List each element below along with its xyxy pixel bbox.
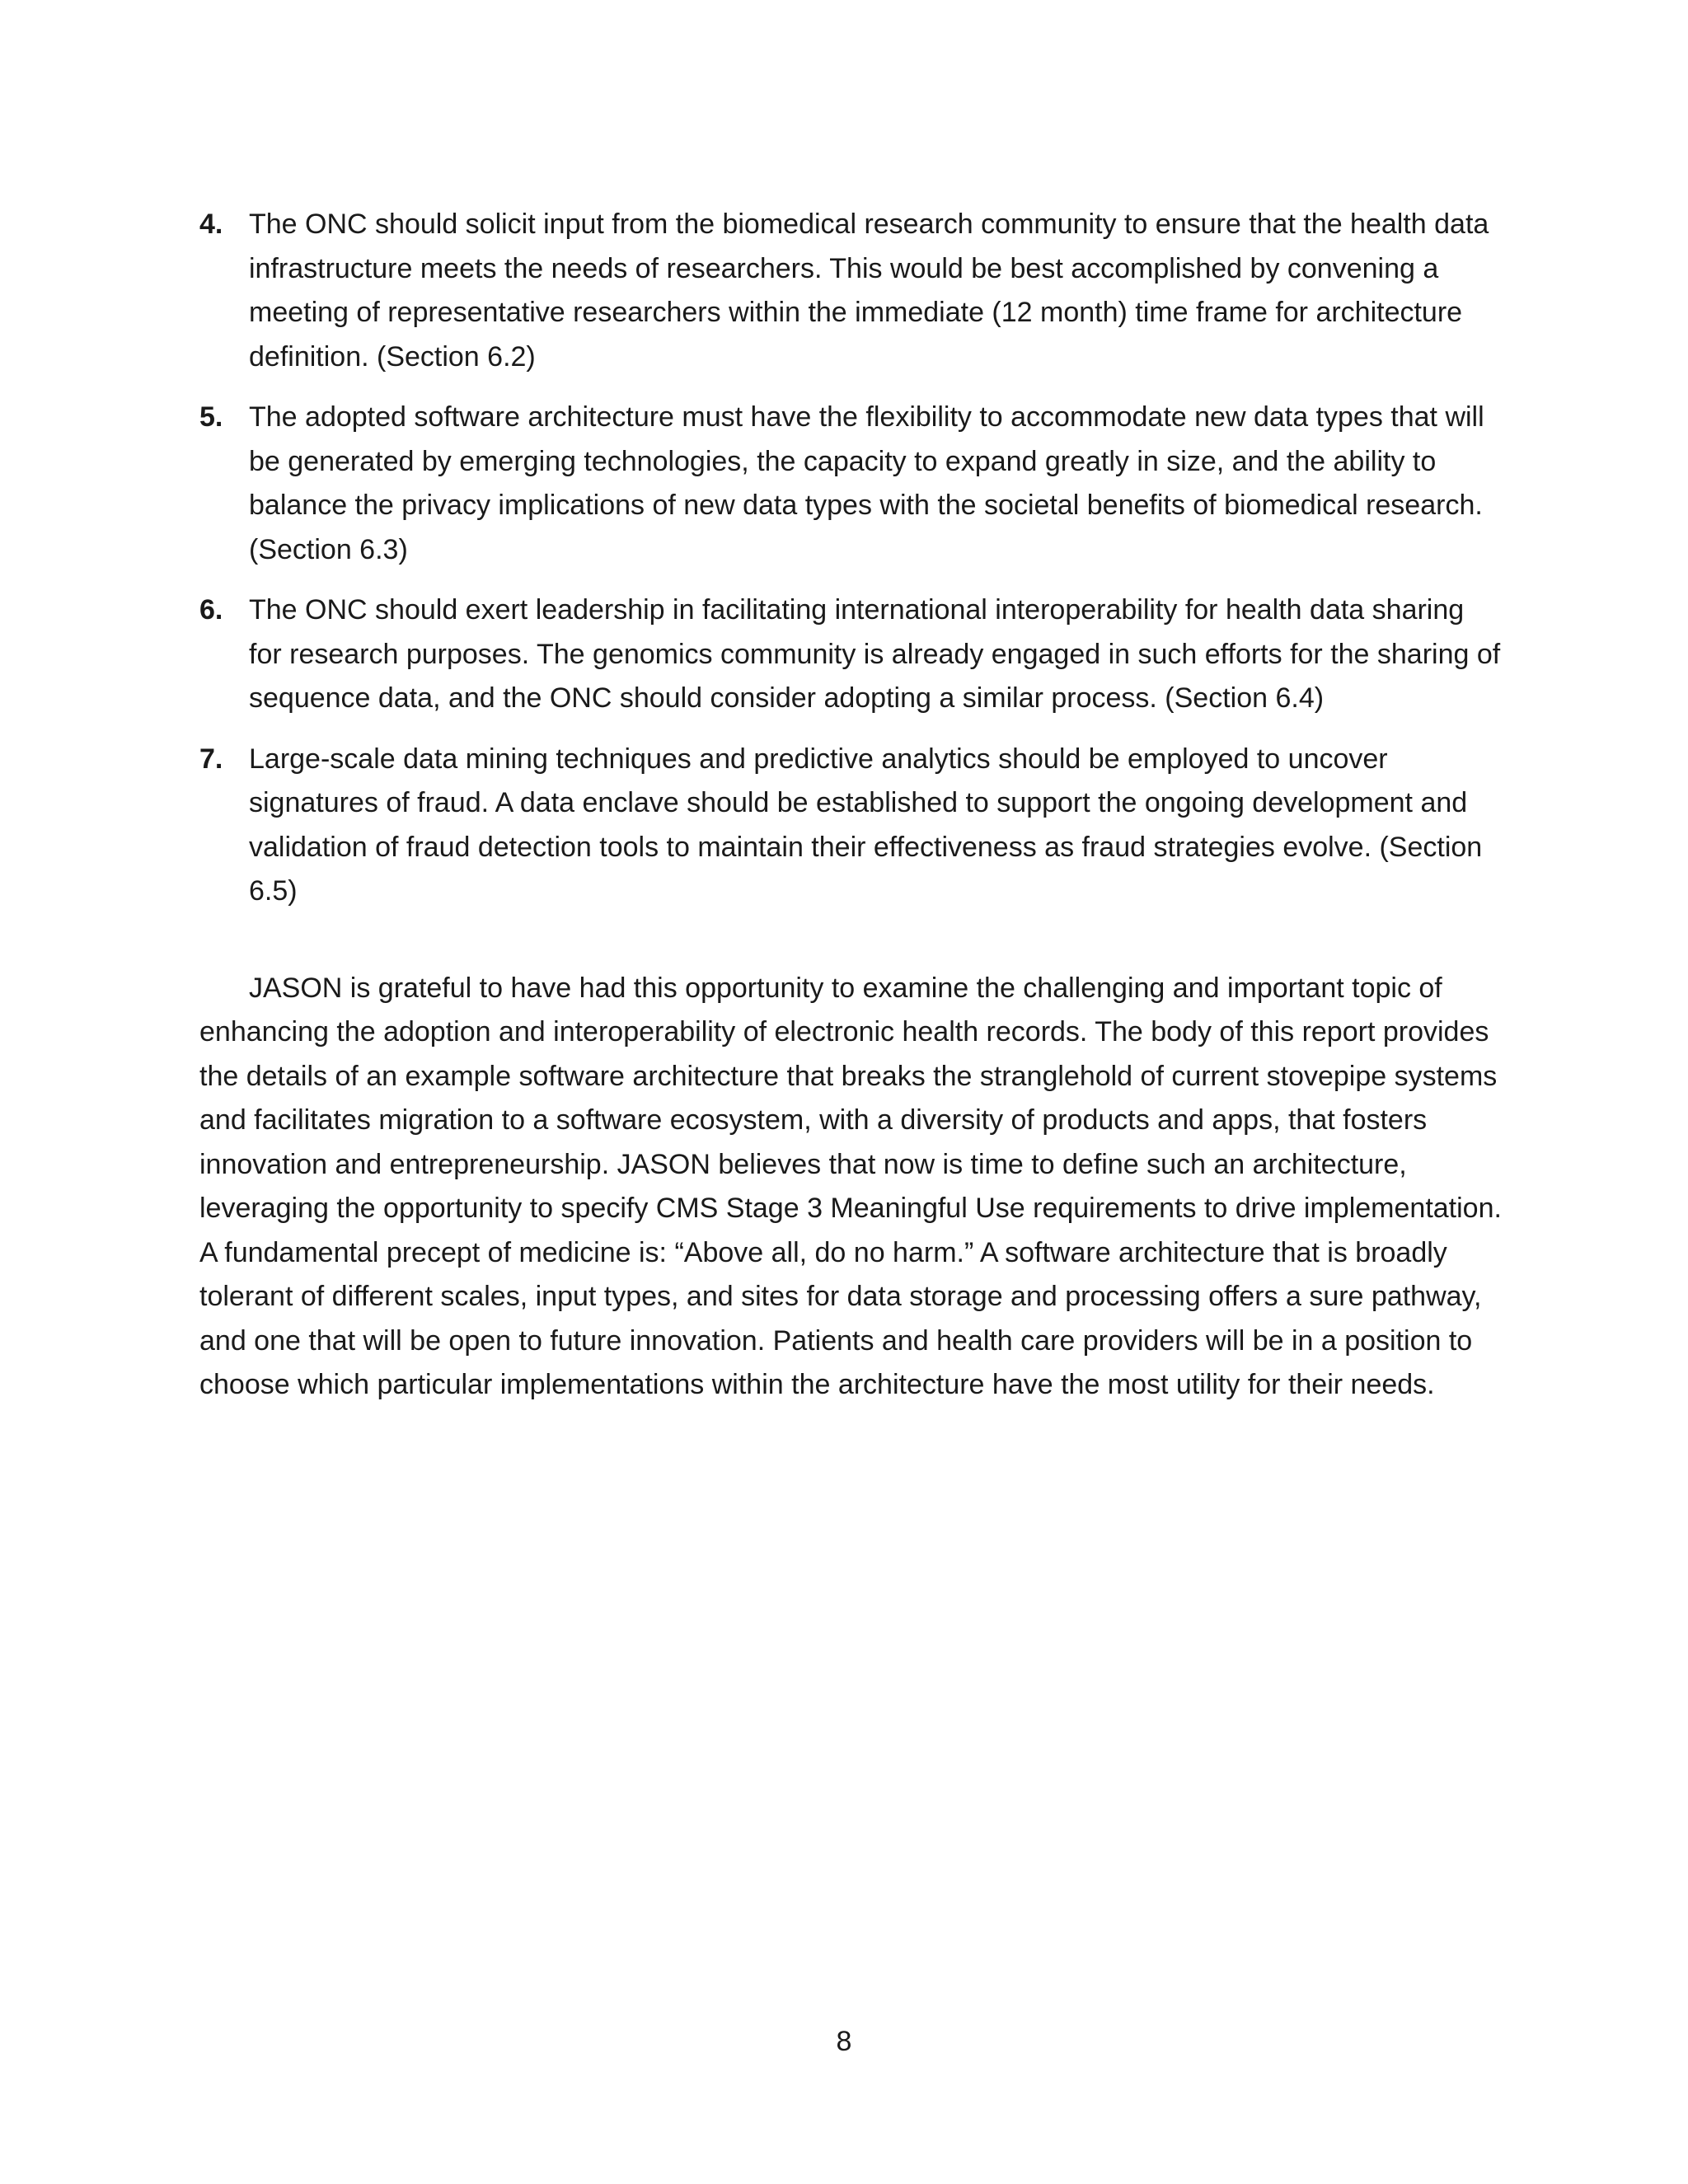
list-item [199, 588, 1502, 721]
recommendation-number: 5. [199, 401, 223, 433]
list-item [199, 738, 1502, 914]
recommendation-text: Large-scale data mining techniques and predictive analytics should be employed to uncover signatures of fraud. A data enclave should be established to support the ongoing development and validation of fraud detection tools to maintain their effectiveness as fraud strategies evolve. (Section 6.5) [249, 743, 1483, 907]
recommendation-text: The ONC should exert leadership in facilitating international interoperability for health data sharing for research purposes. The genomics community is already engaged in such efforts for the sharing of sequence data, and the ONC should consider adopting a similar process. (Section 6.4) [249, 594, 1501, 714]
closing-paragraph: JASON is grateful to have had this opportunity to examine the challenging and important topic of enhancing the adoption and interoperability of electronic health records. The body of this report provides the details of an example software architecture that breaks the stranglehold of current stovepipe systems and facilitates migration to a software ecosystem, with a diversity of products and apps, that fosters innovation and entrepreneurship. JASON believes that now is time to define such an architecture, leveraging the opportunity to specify CMS Stage 3 Meaningful Use requirements to drive implementation. A fundamental precept of medicine is: “Above all, do no harm.” A software architecture that is broadly tolerant of different scales, input types, and sites for data storage and processing offers a sure pathway, and one that will be open to future innovation. Patients and health care providers will be in a position to choose which particular implementations within the architecture have the most utility for their needs. [199, 972, 1502, 1400]
list-item [199, 396, 1502, 572]
recommendation-number: 7. [199, 743, 223, 775]
recommendation-number: 4. [199, 209, 223, 240]
recommendation-number: 6. [199, 594, 223, 626]
list-item [199, 203, 1502, 379]
page-content [199, 203, 1502, 1408]
recommendations-list [199, 203, 1502, 914]
recommendation-text: The ONC should solicit input from the biomedical research community to ensure that the health data infrastructure meets the needs of researchers. This would be best accomplished by convening a meeting of representative researchers within the immediate (12 month) time frame for architecture definition. (Section 6.2) [249, 209, 1489, 373]
recommendation-text: The adopted software architecture must have the flexibility to accommodate new data types that will be generated by emerging technologies, the capacity to expand greatly in size, and the ability to balance the privacy implications of new data types with the societal benefits of biomedical research. (Section 6.3) [249, 401, 1484, 565]
page-number: 8 [836, 2026, 852, 2057]
